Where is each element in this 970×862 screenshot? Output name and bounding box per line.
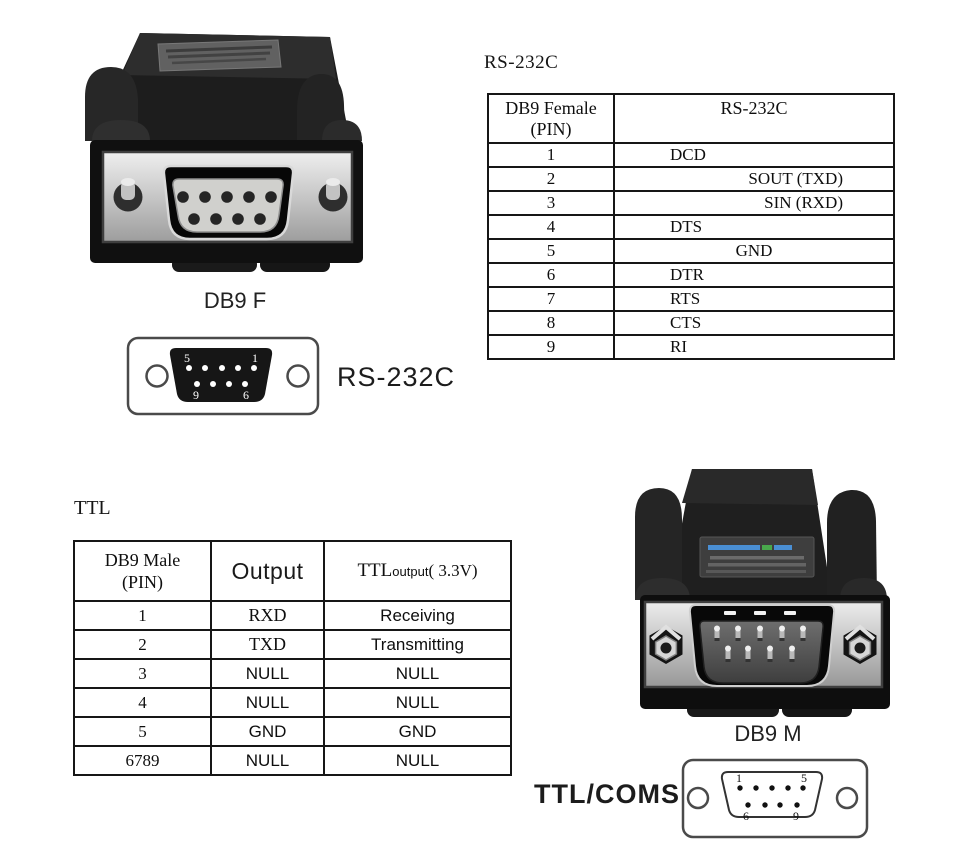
table-cell: 4 <box>74 688 211 717</box>
table-row <box>488 191 894 215</box>
pin-number: 6 <box>743 809 749 823</box>
table-cell: RI <box>614 335 894 359</box>
pin-number: 1 <box>252 351 258 365</box>
table-cell: NULL <box>211 659 324 688</box>
table-cell: GND <box>614 239 894 263</box>
pin-number: 1 <box>736 771 742 785</box>
table-cell: 6 <box>488 263 614 287</box>
header-part: TTL <box>357 560 393 581</box>
header-line: (PIN) <box>122 572 163 592</box>
table-cell: 2 <box>74 630 211 659</box>
table-cell: NULL <box>211 746 324 775</box>
right-screw-hole <box>288 366 309 387</box>
ttl-section-title: TTL <box>74 497 111 519</box>
table-cell: SIN (RXD) <box>614 191 894 215</box>
table-cell: Receiving <box>324 601 511 630</box>
header-part: ( 3.3V) <box>428 561 478 580</box>
table-row <box>488 263 894 287</box>
table-cell: 1 <box>488 143 614 167</box>
col-header-output: Output <box>211 541 324 601</box>
header-part: output <box>392 564 429 579</box>
table-row <box>74 717 511 746</box>
table-cell: GND <box>211 717 324 746</box>
male-pinout-label: TTL/COMS <box>534 779 680 809</box>
table-cell: RXD <box>211 601 324 630</box>
table-row <box>488 287 894 311</box>
rs232c-pinout-table <box>487 93 895 360</box>
female-pinout-label: RS-232C <box>337 362 456 392</box>
ttl-pinout-table <box>73 540 512 776</box>
table-row <box>488 335 894 359</box>
table-cell: 5 <box>488 239 614 263</box>
table-cell: 3 <box>74 659 211 688</box>
table-row <box>74 746 511 775</box>
table-row <box>74 659 511 688</box>
pin-number: 9 <box>793 809 799 823</box>
left-screw-hole <box>688 788 708 808</box>
female-pinout-diagram <box>126 336 326 418</box>
table-cell: NULL <box>324 659 511 688</box>
pin-number: 6 <box>243 388 249 402</box>
table-cell: 6789 <box>74 746 211 775</box>
table-cell: 9 <box>488 335 614 359</box>
table-cell: TXD <box>211 630 324 659</box>
table-cell: 3 <box>488 191 614 215</box>
table-cell: 1 <box>74 601 211 630</box>
table-cell: DCD <box>614 143 894 167</box>
table-row <box>488 311 894 335</box>
db9-male-caption: DB9 M <box>734 721 802 746</box>
male-pinout-diagram <box>681 757 873 841</box>
table-cell: NULL <box>324 688 511 717</box>
table-cell: RTS <box>614 287 894 311</box>
col-header-pin <box>488 94 614 143</box>
right-screw-hole <box>837 788 857 808</box>
label-sticker <box>700 537 814 577</box>
db9-female-photo <box>80 23 365 295</box>
col-header-pin <box>74 541 211 601</box>
table-row <box>488 239 894 263</box>
left-screw-hole <box>147 366 168 387</box>
table-header-row <box>488 94 894 143</box>
header-line: DB9 Male <box>104 550 181 570</box>
table-header-row <box>74 541 511 601</box>
dsub-male-connector <box>690 605 834 686</box>
header-line: DB9 Female <box>505 98 597 118</box>
table-cell: NULL <box>324 746 511 775</box>
table-cell: CTS <box>614 311 894 335</box>
table-cell: 8 <box>488 311 614 335</box>
table-row <box>488 143 894 167</box>
table-cell: SOUT (TXD) <box>614 167 894 191</box>
table-row <box>74 630 511 659</box>
table-cell: DTR <box>614 263 894 287</box>
back-shell <box>668 469 832 600</box>
table-cell: 5 <box>74 717 211 746</box>
col-header-signal: RS-232C <box>614 94 894 143</box>
table-cell: 4 <box>488 215 614 239</box>
table-cell: 7 <box>488 287 614 311</box>
table-cell: 2 <box>488 167 614 191</box>
db9-female-caption: DB9 F <box>203 288 267 313</box>
pin-number: 9 <box>193 388 199 402</box>
header-line: (PIN) <box>530 119 572 139</box>
col-header-ttl-voltage <box>324 541 511 601</box>
table-row <box>488 167 894 191</box>
pin-number: 5 <box>801 771 807 785</box>
table-cell: NULL <box>211 688 324 717</box>
table-cell: Transmitting <box>324 630 511 659</box>
table-cell: DTS <box>614 215 894 239</box>
table-cell: GND <box>324 717 511 746</box>
rs232c-section-title: RS-232C <box>484 52 559 73</box>
table-row <box>74 688 511 717</box>
dsub-female-connector <box>164 166 293 239</box>
pin-number: 5 <box>184 351 190 365</box>
label-sticker <box>158 40 281 71</box>
table-row <box>74 601 511 630</box>
db9-male-photo <box>620 455 900 747</box>
table-row <box>488 215 894 239</box>
